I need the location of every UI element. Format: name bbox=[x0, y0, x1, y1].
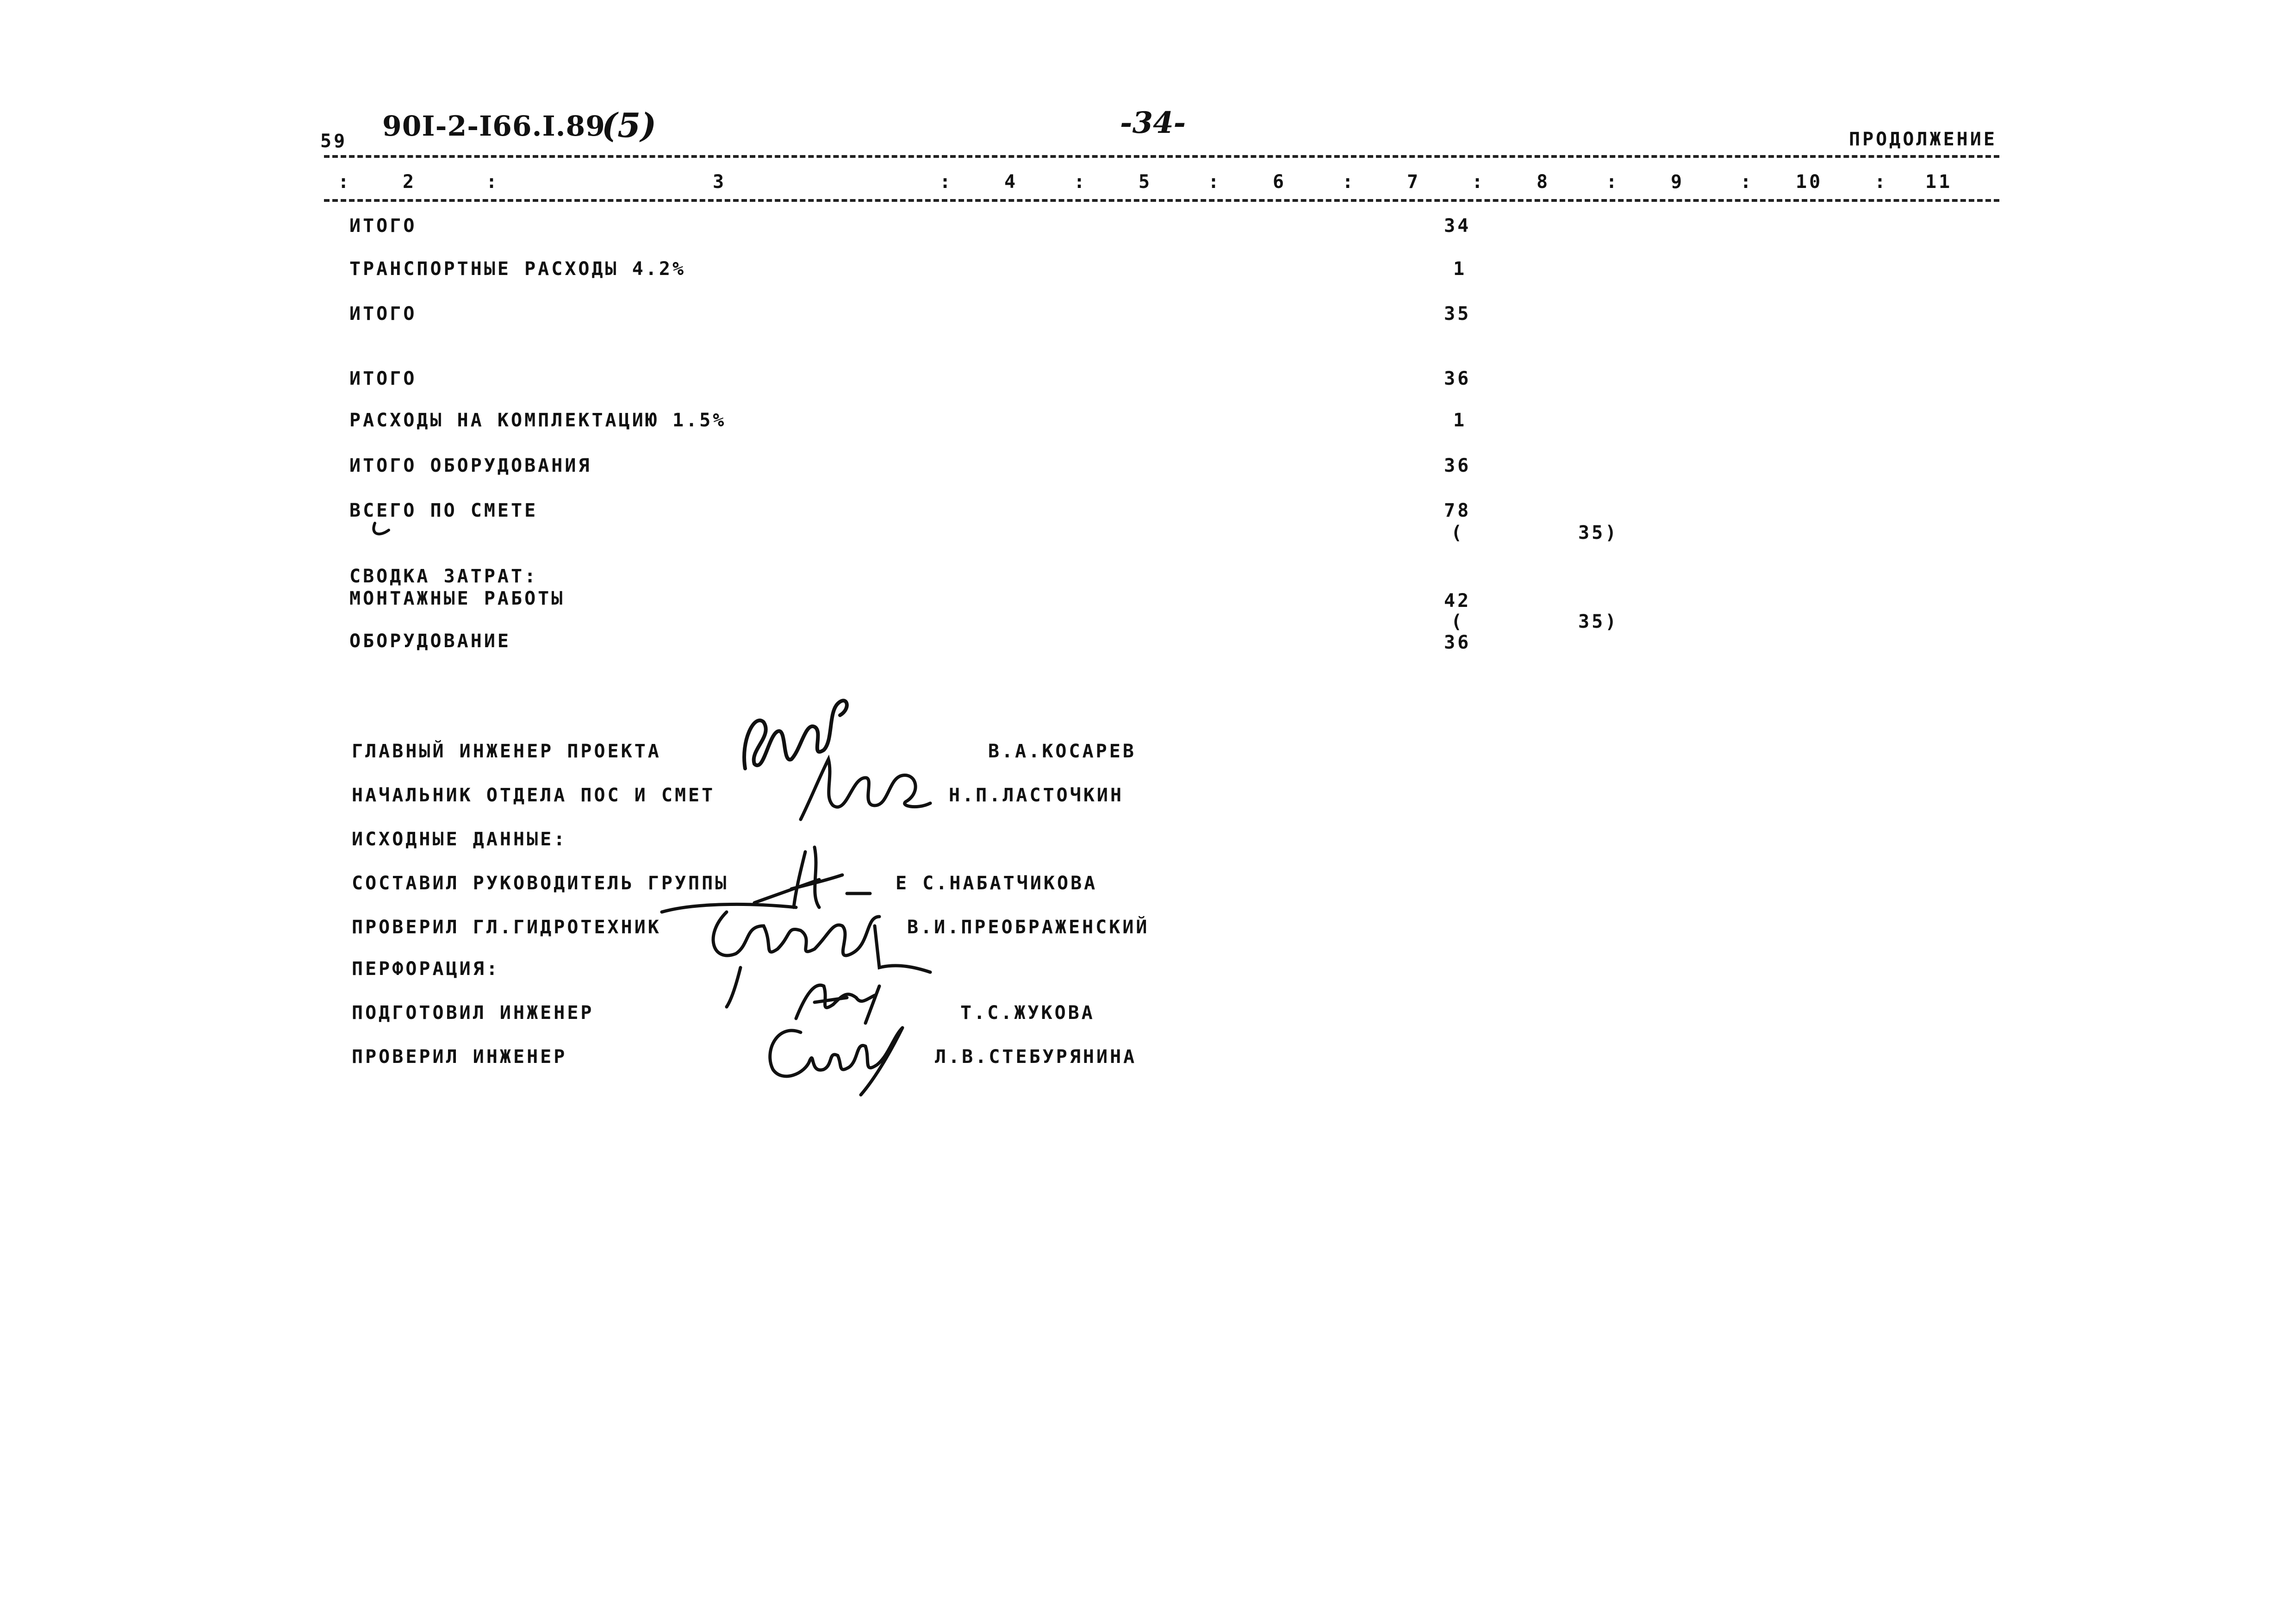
header-rule-top bbox=[324, 155, 1999, 158]
row-label: РАСХОДЫ НА КОМПЛЕКТАЦИЮ 1.5% bbox=[349, 410, 727, 431]
row-label: СВОДКА ЗАТРАТ: bbox=[349, 566, 538, 587]
row-label: ИТОГО bbox=[349, 215, 417, 237]
column-separator: : bbox=[1342, 171, 1356, 193]
signature-steburyanina bbox=[759, 1014, 926, 1097]
signature-role: ПЕРФОРАЦИЯ: bbox=[352, 958, 500, 980]
row-label: МОНТАЖНЫЕ РАБОТЫ bbox=[349, 588, 565, 609]
signature-name: Е С.НАБАТЧИКОВА bbox=[896, 873, 1098, 894]
row-value-col7: 34 bbox=[1444, 215, 1471, 237]
column-separator: : bbox=[1208, 171, 1222, 193]
page-number: -34- bbox=[1120, 106, 1186, 140]
signature-lastochkin bbox=[796, 750, 935, 824]
column-number-2: 2 bbox=[403, 171, 417, 193]
signature-name: Т.С.ЖУКОВА bbox=[960, 1002, 1095, 1024]
signature-role: ГЛАВНЫЙ ИНЖЕНЕР ПРОЕКТА bbox=[352, 741, 661, 762]
signature-name: В.И.ПРЕОБРАЖЕНСКИЙ bbox=[907, 917, 1150, 938]
document-code: 90I-2-I66.I.89 bbox=[382, 110, 606, 143]
column-separator: : bbox=[1472, 171, 1486, 193]
row-value-col8: 35) bbox=[1578, 522, 1619, 543]
column-number-3: 3 bbox=[713, 171, 727, 193]
row-label: ВСЕГО ПО СМЕТЕ bbox=[349, 500, 538, 521]
document-code-suffix: (5) bbox=[602, 106, 657, 145]
signature-role: СОСТАВИЛ РУКОВОДИТЕЛЬ ГРУППЫ bbox=[352, 873, 729, 894]
row-value-col7: 35 bbox=[1444, 303, 1471, 325]
column-number-7: 7 bbox=[1407, 171, 1421, 193]
column-number-9: 9 bbox=[1671, 171, 1685, 193]
row-label: ИТОГО bbox=[349, 303, 417, 325]
row-label: ОБОРУДОВАНИЕ bbox=[349, 631, 511, 652]
signature-role: ПРОВЕРИЛ ИНЖЕНЕР bbox=[352, 1046, 567, 1068]
column-separator: : bbox=[338, 171, 352, 193]
row-value-col7: 36 bbox=[1444, 455, 1471, 476]
column-separator: : bbox=[1740, 171, 1754, 193]
row-value-paren: ( bbox=[1451, 522, 1465, 543]
column-separator: : bbox=[1874, 171, 1888, 193]
row-value-col7: 1 bbox=[1453, 258, 1467, 280]
column-separator: : bbox=[940, 171, 953, 193]
row-value-col7: 36 bbox=[1444, 368, 1471, 389]
row-value-col8: 35) bbox=[1578, 611, 1619, 632]
handwritten-mark bbox=[370, 521, 393, 539]
row-value-col7: 78 bbox=[1444, 500, 1471, 521]
signature-name: В.А.КОСАРЕВ bbox=[988, 741, 1136, 762]
row-value-col7: 36 bbox=[1444, 632, 1471, 653]
header-rule-bottom bbox=[324, 199, 1999, 202]
column-separator: : bbox=[1606, 171, 1620, 193]
signature-name: Н.П.ЛАСТОЧКИН bbox=[949, 785, 1124, 806]
column-separator: : bbox=[486, 171, 500, 193]
row-value-paren: ( bbox=[1451, 611, 1465, 632]
signature-role: НАЧАЛЬНИК ОТДЕЛА ПОС И СМЕТ bbox=[352, 785, 716, 806]
row-label: ИТОГО ОБОРУДОВАНИЯ bbox=[349, 455, 592, 476]
signature-role: ПОДГОТОВИЛ ИНЖЕНЕР bbox=[352, 1002, 594, 1024]
sheet-number: 59 bbox=[320, 131, 348, 152]
column-number-6: 6 bbox=[1273, 171, 1287, 193]
column-number-8: 8 bbox=[1537, 171, 1550, 193]
signature-role: ИСХОДНЫЕ ДАННЫЕ: bbox=[352, 829, 567, 850]
column-number-10: 10 bbox=[1796, 171, 1823, 193]
signature-name: Л.В.СТЕБУРЯНИНА bbox=[935, 1046, 1137, 1068]
row-label: ТРАНСПОРТНЫЕ РАСХОДЫ 4.2% bbox=[349, 258, 686, 280]
continuation-label: ПРОДОЛЖЕНИЕ bbox=[1849, 129, 1997, 150]
row-value-col7: 1 bbox=[1453, 410, 1467, 431]
signature-role: ПРОВЕРИЛ ГЛ.ГИДРОТЕХНИК bbox=[352, 917, 661, 938]
column-number-5: 5 bbox=[1139, 171, 1152, 193]
column-separator: : bbox=[1074, 171, 1088, 193]
column-number-11: 11 bbox=[1925, 171, 1953, 193]
column-number-4: 4 bbox=[1004, 171, 1018, 193]
row-value-col7: 42 bbox=[1444, 590, 1471, 612]
row-label: ИТОГО bbox=[349, 368, 417, 389]
